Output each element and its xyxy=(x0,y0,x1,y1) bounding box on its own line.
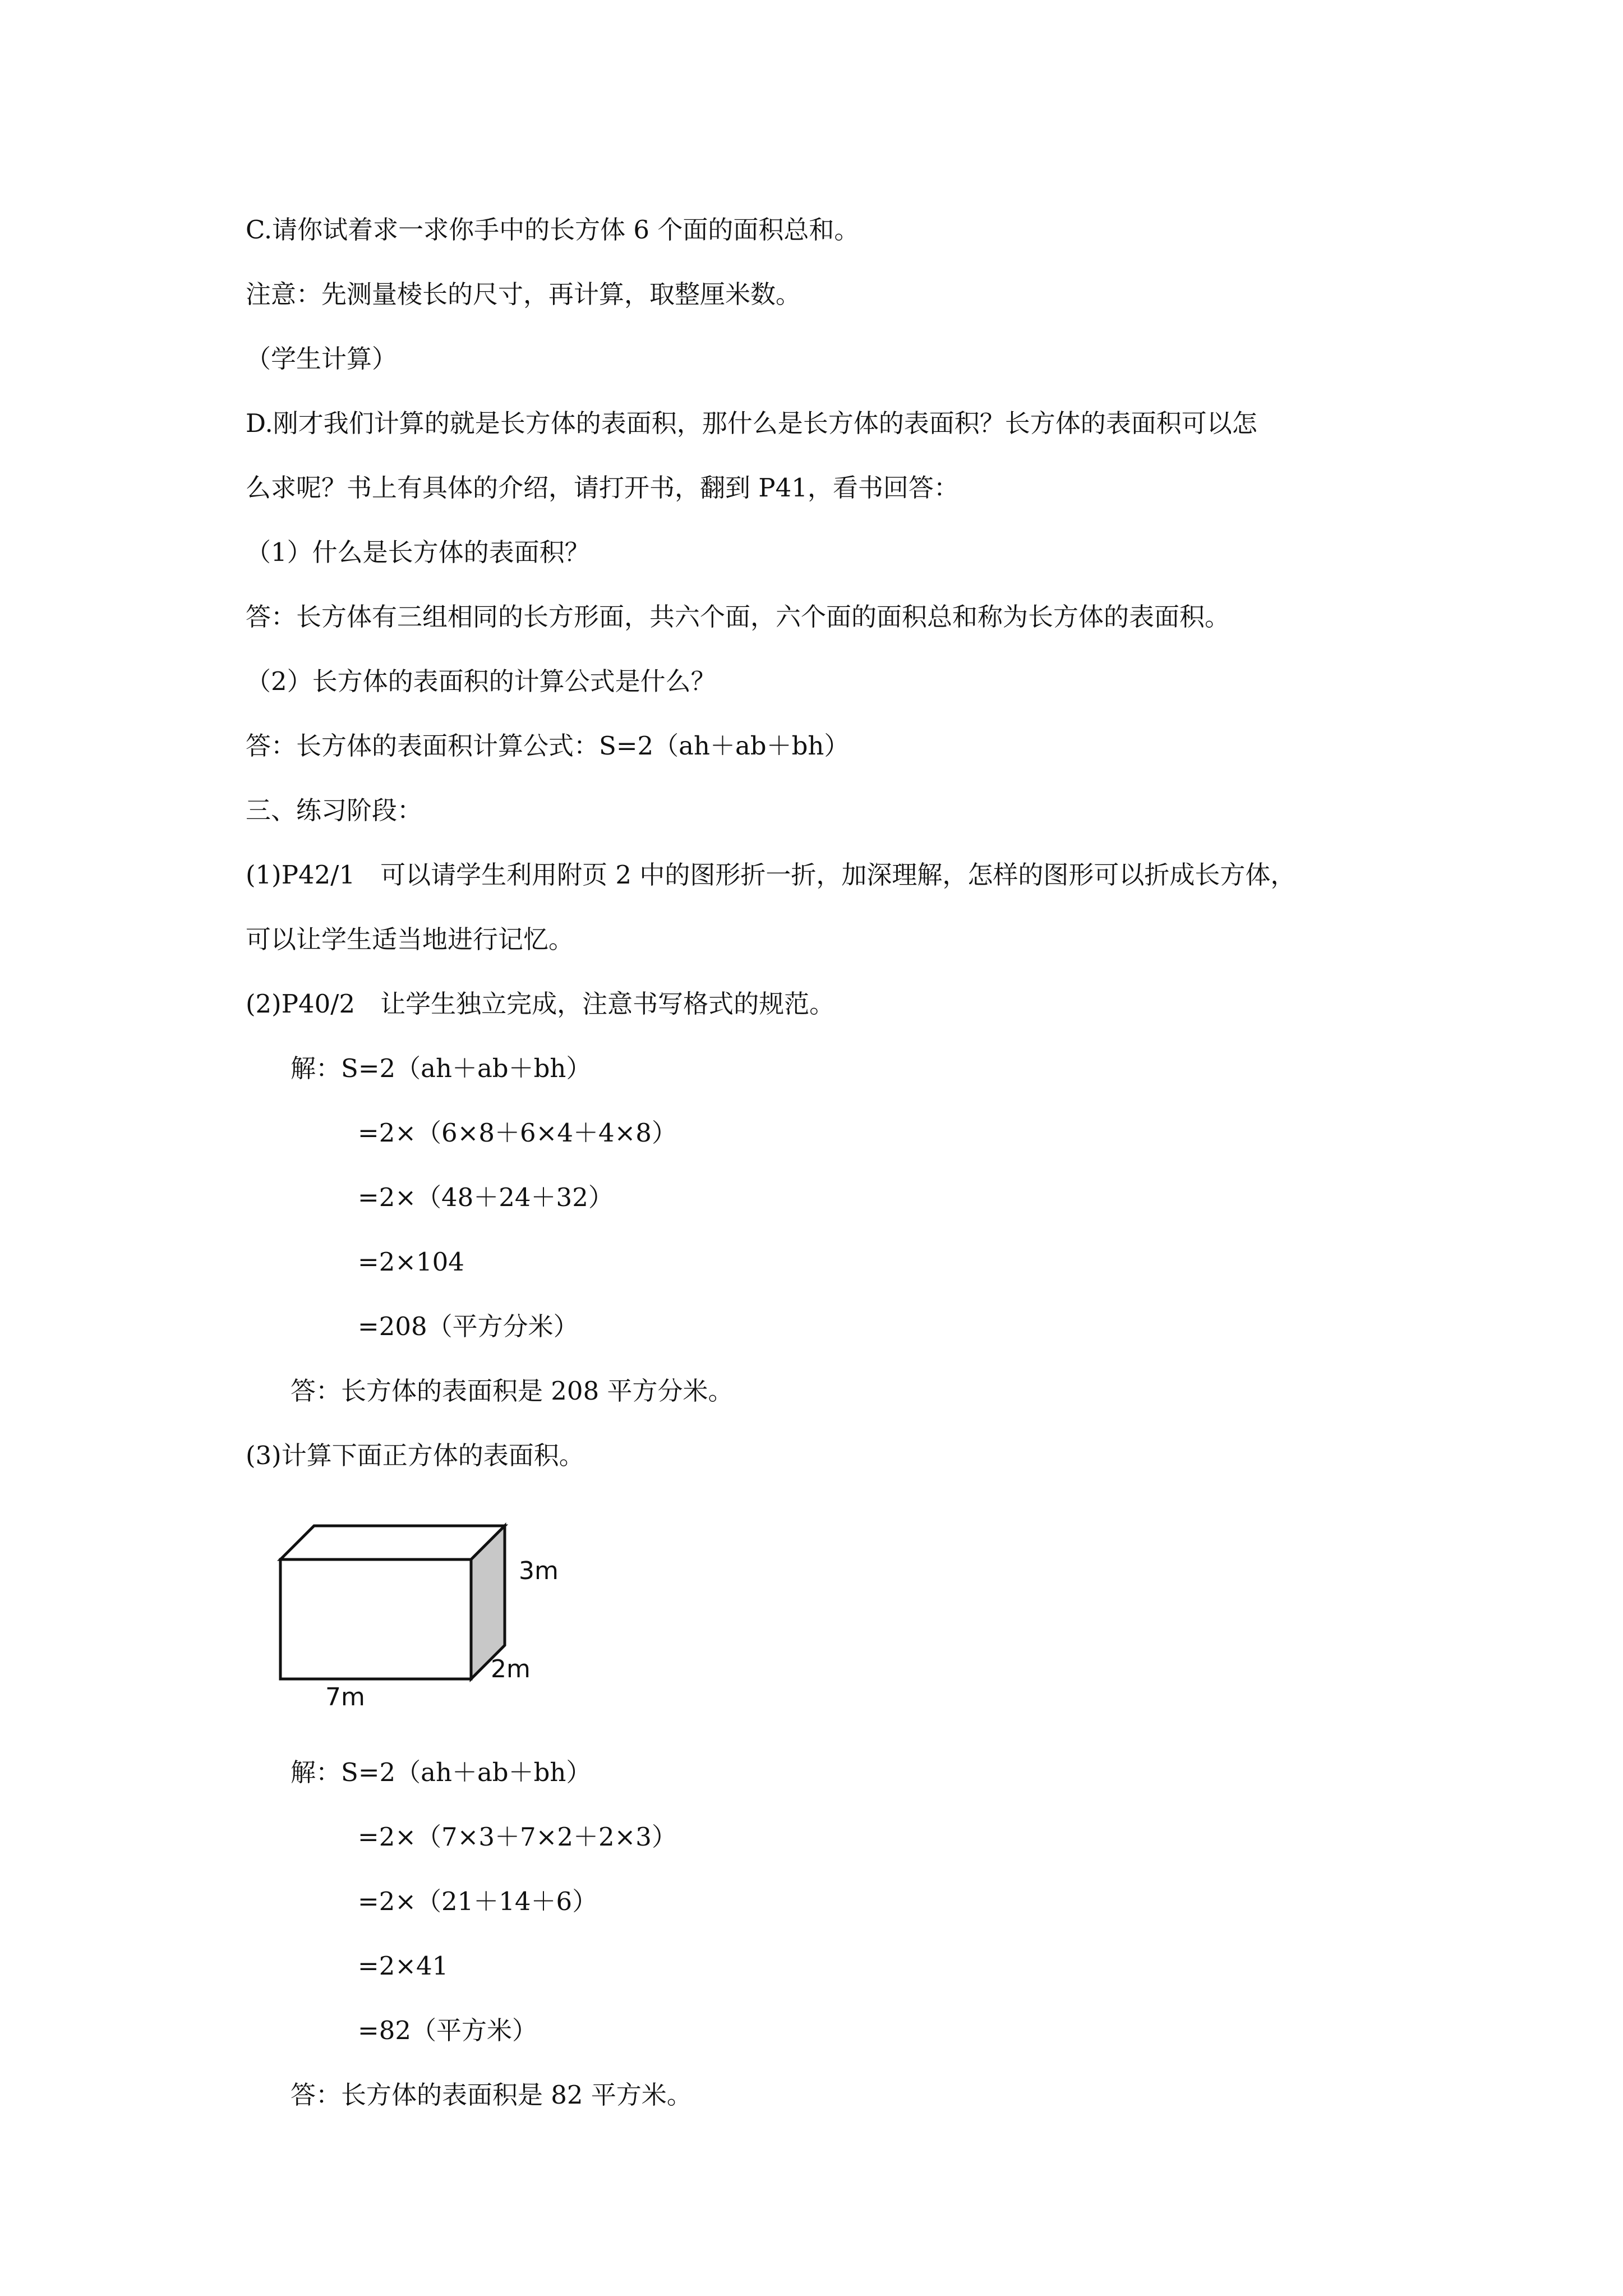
solution-3-step-2: =2×（21＋14＋6） xyxy=(358,1887,598,1916)
cuboid-figure xyxy=(275,1515,566,1717)
solution-3-step-1: =2×（7×3＋7×2＋2×3） xyxy=(358,1822,677,1852)
length-label: 7m xyxy=(325,1683,365,1711)
text-line-d: D.刚才我们计算的就是长方体的表面积，那什么是长方体的表面积？长方体的表面积可以怎 xyxy=(246,408,1257,438)
solution-2-step-2: =2×（48＋24＋32） xyxy=(358,1182,614,1212)
solution-2-formula: 解：S=2（ah＋ab＋bh） xyxy=(291,1053,592,1083)
solution-3-step-3: =2×41 xyxy=(358,1951,449,1981)
solution-2-step-4: =208（平方分米） xyxy=(358,1312,579,1341)
solution-3-step-4: =82（平方米） xyxy=(358,2016,537,2045)
section-heading: 三、练习阶段： xyxy=(246,795,423,825)
text-line-c: C.请你试着求一求你手中的长方体 6 个面的面积总和。 xyxy=(246,215,860,245)
exercise-3: (3)计算下面正方体的表面积。 xyxy=(246,1441,584,1470)
question-1: （1）什么是长方体的表面积？ xyxy=(246,537,590,567)
exercise-2: (2)P40/2 让学生独立完成，注意书写格式的规范。 xyxy=(246,989,835,1019)
exercise-1-cont: 可以让学生适当地进行记忆。 xyxy=(246,924,574,954)
solution-2-step-3: =2×104 xyxy=(358,1247,464,1277)
exercise-1: (1)P42/1 可以请学生利用附页 2 中的图形折一折，加深理解，怎样的图形可以折成长方体， xyxy=(246,860,1296,890)
cuboid-top-face xyxy=(280,1526,505,1559)
cuboid-front-face xyxy=(280,1559,471,1679)
height-label: 3m xyxy=(519,1557,559,1585)
text-line-note: 注意：先测量棱长的尺寸，再计算，取整厘米数。 xyxy=(246,279,801,309)
text-line-student-calc: （学生计算） xyxy=(246,344,398,374)
width-label: 2m xyxy=(491,1655,531,1683)
solution-3-answer: 答：长方体的表面积是 82 平方米。 xyxy=(291,2080,692,2110)
answer-1: 答：长方体有三组相同的长方形面，共六个面，六个面的面积总和称为长方体的表面积。 xyxy=(246,602,1230,632)
solution-2-step-1: =2×（6×8＋6×4＋4×8） xyxy=(358,1118,677,1148)
text-line-d-cont: 么求呢？书上有具体的介绍，请打开书，翻到 P41，看书回答： xyxy=(246,473,959,503)
question-2: （2）长方体的表面积的计算公式是什么？ xyxy=(246,666,716,696)
solution-3-formula: 解：S=2（ah＋ab＋bh） xyxy=(291,1757,592,1787)
solution-2-answer: 答：长方体的表面积是 208 平方分米。 xyxy=(291,1376,734,1406)
answer-2: 答：长方体的表面积计算公式：S=2（ah＋ab＋bh） xyxy=(246,731,850,761)
